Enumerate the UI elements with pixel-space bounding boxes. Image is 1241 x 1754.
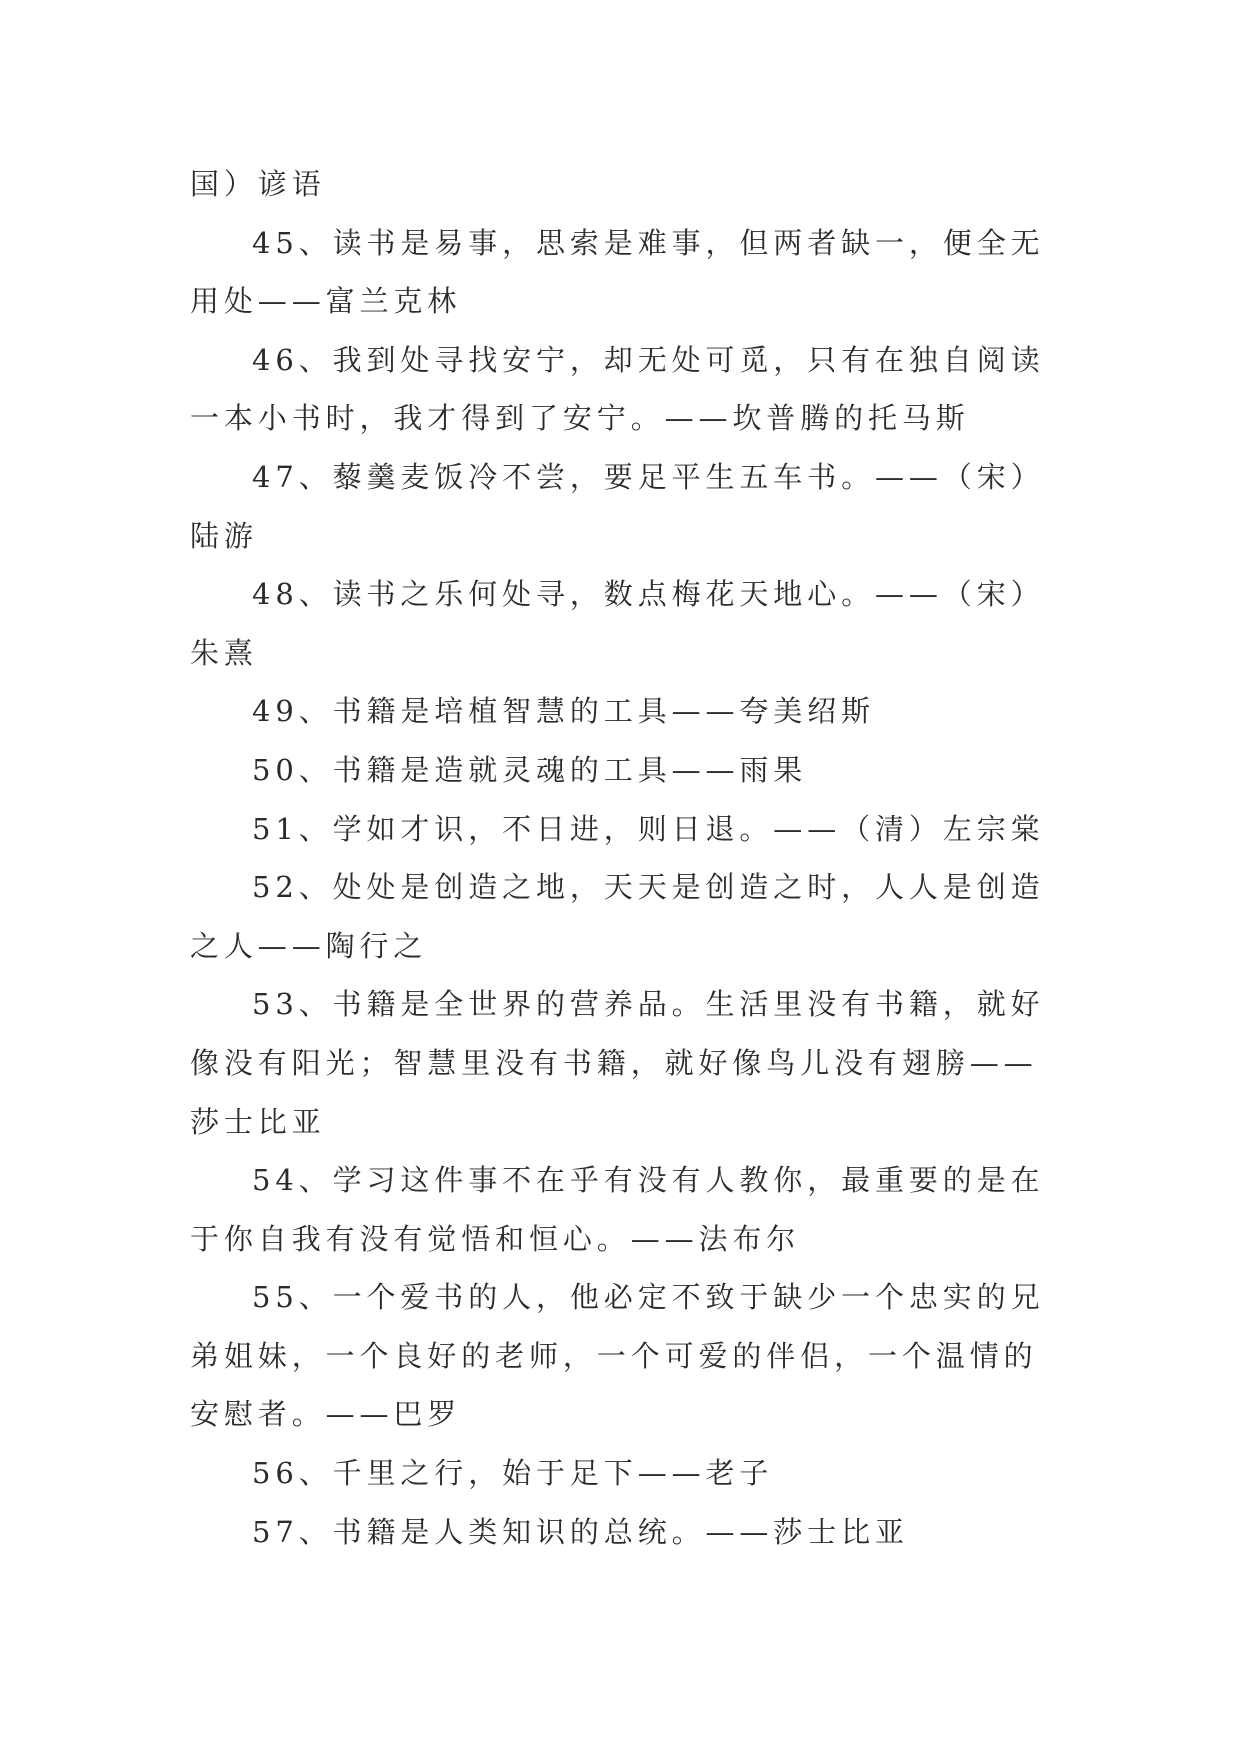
- quote-57: 57、书籍是人类知识的总统。——莎士比亚: [252, 1514, 909, 1549]
- quote-54: 54、学习这件事不在乎有没有人教你，最重要的是在于你自我有没有觉悟和恒心。——法布尔: [190, 1163, 1045, 1256]
- quote-46: 46、我到处寻找安宁，却无处可觅，只有在独自阅读一本小书时，我才得到了安宁。——坎普腾的托马斯: [190, 342, 1045, 436]
- quote-53: 53、书籍是全世界的营养品。生活里没有书籍，就好像没有阳光；智慧里没有书籍，就好像鸟儿没有翅膀——莎士比亚: [190, 987, 1045, 1139]
- quote-45: 45、读书是易事，思索是难事，但两者缺一，便全无用处——富兰克林: [190, 225, 1045, 319]
- document-body: [190, 155, 1060, 1561]
- quote-51: 51、学如才识，不日进，则日退。——（清）左宗棠: [252, 811, 1045, 846]
- quote-50: 50、书籍是造就灵魂的工具——雨果: [252, 752, 808, 787]
- quote-47: 47、藜羹麦饭冷不尝，要足平生五车书。——（宋）陆游: [190, 459, 1045, 553]
- quote-55: 55、一个爱书的人，他必定不致于缺少一个忠实的兄弟姐妹，一个良好的老师，一个可爱的伴侣，一个温情的安慰者。——巴罗: [190, 1280, 1045, 1432]
- quote-52: 52、处处是创造之地，天天是创造之时，人人是创造之人——陶行之: [190, 870, 1045, 963]
- paragraph-continuation: 国）谚语: [190, 167, 326, 201]
- quote-56: 56、千里之行，始于足下——老子: [252, 1456, 774, 1491]
- quote-48: 48、读书之乐何处寻，数点梅花天地心。——（宋）朱熹: [190, 577, 1045, 670]
- quote-49: 49、书籍是培植智慧的工具——夸美绍斯: [252, 694, 876, 729]
